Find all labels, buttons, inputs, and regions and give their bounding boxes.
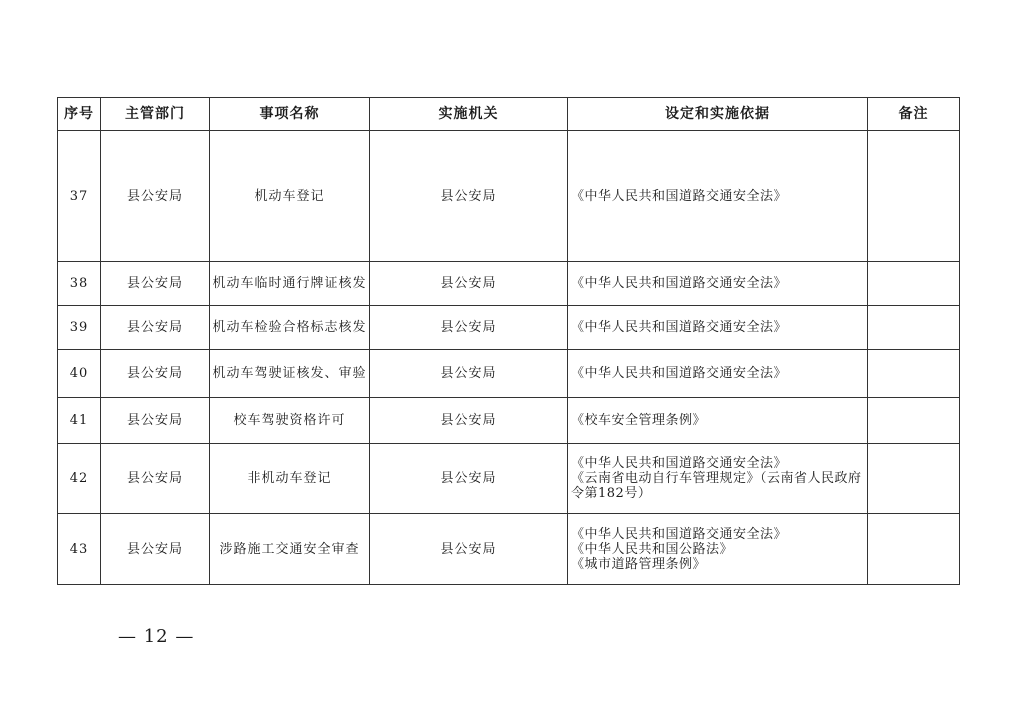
basis-line: 《中华人民共和国道路交通安全法》 bbox=[571, 456, 788, 471]
cell-note bbox=[868, 306, 960, 350]
header-item: 事项名称 bbox=[210, 98, 370, 131]
basis-line: 《中华人民共和国道路交通安全法》 bbox=[571, 366, 788, 381]
header-agency: 实施机关 bbox=[370, 98, 568, 131]
table-row bbox=[58, 444, 960, 514]
cell-agency: 县公安局 bbox=[370, 131, 568, 262]
basis-line: 《中华人民共和国道路交通安全法》 bbox=[571, 320, 788, 335]
header-basis: 设定和实施依据 bbox=[568, 98, 868, 131]
cell-item: 机动车登记 bbox=[210, 131, 370, 262]
table-row bbox=[58, 514, 960, 585]
table-row bbox=[58, 131, 960, 262]
table-row bbox=[58, 306, 960, 350]
items-table bbox=[57, 97, 960, 585]
cell-item: 机动车检验合格标志核发 bbox=[210, 306, 370, 350]
basis-line: 《云南省电动自行车管理规定》（云南省人民政府令第182号） bbox=[571, 471, 862, 501]
table-row bbox=[58, 398, 960, 444]
basis-line: 《中华人民共和国道路交通安全法》 bbox=[571, 276, 788, 291]
cell-item: 涉路施工交通安全审查 bbox=[210, 514, 370, 585]
cell-dept: 县公安局 bbox=[101, 444, 210, 514]
cell-item: 非机动车登记 bbox=[210, 444, 370, 514]
cell-no: 39 bbox=[58, 306, 101, 350]
cell-dept: 县公安局 bbox=[101, 262, 210, 306]
cell-dept: 县公安局 bbox=[101, 514, 210, 585]
cell-agency: 县公安局 bbox=[370, 514, 568, 585]
cell-basis bbox=[568, 262, 868, 306]
cell-no: 43 bbox=[58, 514, 101, 585]
cell-agency: 县公安局 bbox=[370, 262, 568, 306]
cell-no: 38 bbox=[58, 262, 101, 306]
header-note: 备注 bbox=[868, 98, 960, 131]
cell-basis bbox=[568, 398, 868, 444]
basis-line: 《中华人民共和国公路法》 bbox=[571, 541, 734, 557]
cell-no: 41 bbox=[58, 398, 101, 444]
cell-dept: 县公安局 bbox=[101, 398, 210, 444]
cell-dept: 县公安局 bbox=[101, 350, 210, 398]
cell-note bbox=[868, 350, 960, 398]
cell-basis bbox=[568, 306, 868, 350]
cell-agency: 县公安局 bbox=[370, 350, 568, 398]
table-row bbox=[58, 262, 960, 306]
cell-note bbox=[868, 514, 960, 585]
cell-no: 40 bbox=[58, 350, 101, 398]
cell-agency: 县公安局 bbox=[370, 398, 568, 444]
cell-agency: 县公安局 bbox=[370, 444, 568, 514]
basis-line: 《中华人民共和国道路交通安全法》 bbox=[571, 526, 788, 542]
basis-line: 《城市道路管理条例》 bbox=[571, 556, 707, 572]
cell-note bbox=[868, 131, 960, 262]
cell-dept: 县公安局 bbox=[101, 306, 210, 350]
basis-line: 《校车安全管理条例》 bbox=[571, 413, 707, 428]
cell-basis bbox=[568, 514, 868, 585]
cell-note bbox=[868, 444, 960, 514]
header-no: 序号 bbox=[58, 98, 101, 131]
cell-item: 机动车驾驶证核发、审验 bbox=[210, 350, 370, 398]
cell-dept: 县公安局 bbox=[101, 131, 210, 262]
cell-note bbox=[868, 262, 960, 306]
page-number: — 12 — bbox=[118, 626, 195, 647]
cell-item: 机动车临时通行牌证核发 bbox=[210, 262, 370, 306]
cell-basis bbox=[568, 131, 868, 262]
cell-no: 42 bbox=[58, 444, 101, 514]
basis-line: 《中华人民共和国道路交通安全法》 bbox=[571, 188, 788, 204]
cell-basis bbox=[568, 444, 868, 514]
cell-item: 校车驾驶资格许可 bbox=[210, 398, 370, 444]
cell-agency: 县公安局 bbox=[370, 306, 568, 350]
cell-no: 37 bbox=[58, 131, 101, 262]
header-dept: 主管部门 bbox=[101, 98, 210, 131]
table-row bbox=[58, 350, 960, 398]
table-header-row bbox=[58, 98, 960, 131]
cell-basis bbox=[568, 350, 868, 398]
cell-note bbox=[868, 398, 960, 444]
